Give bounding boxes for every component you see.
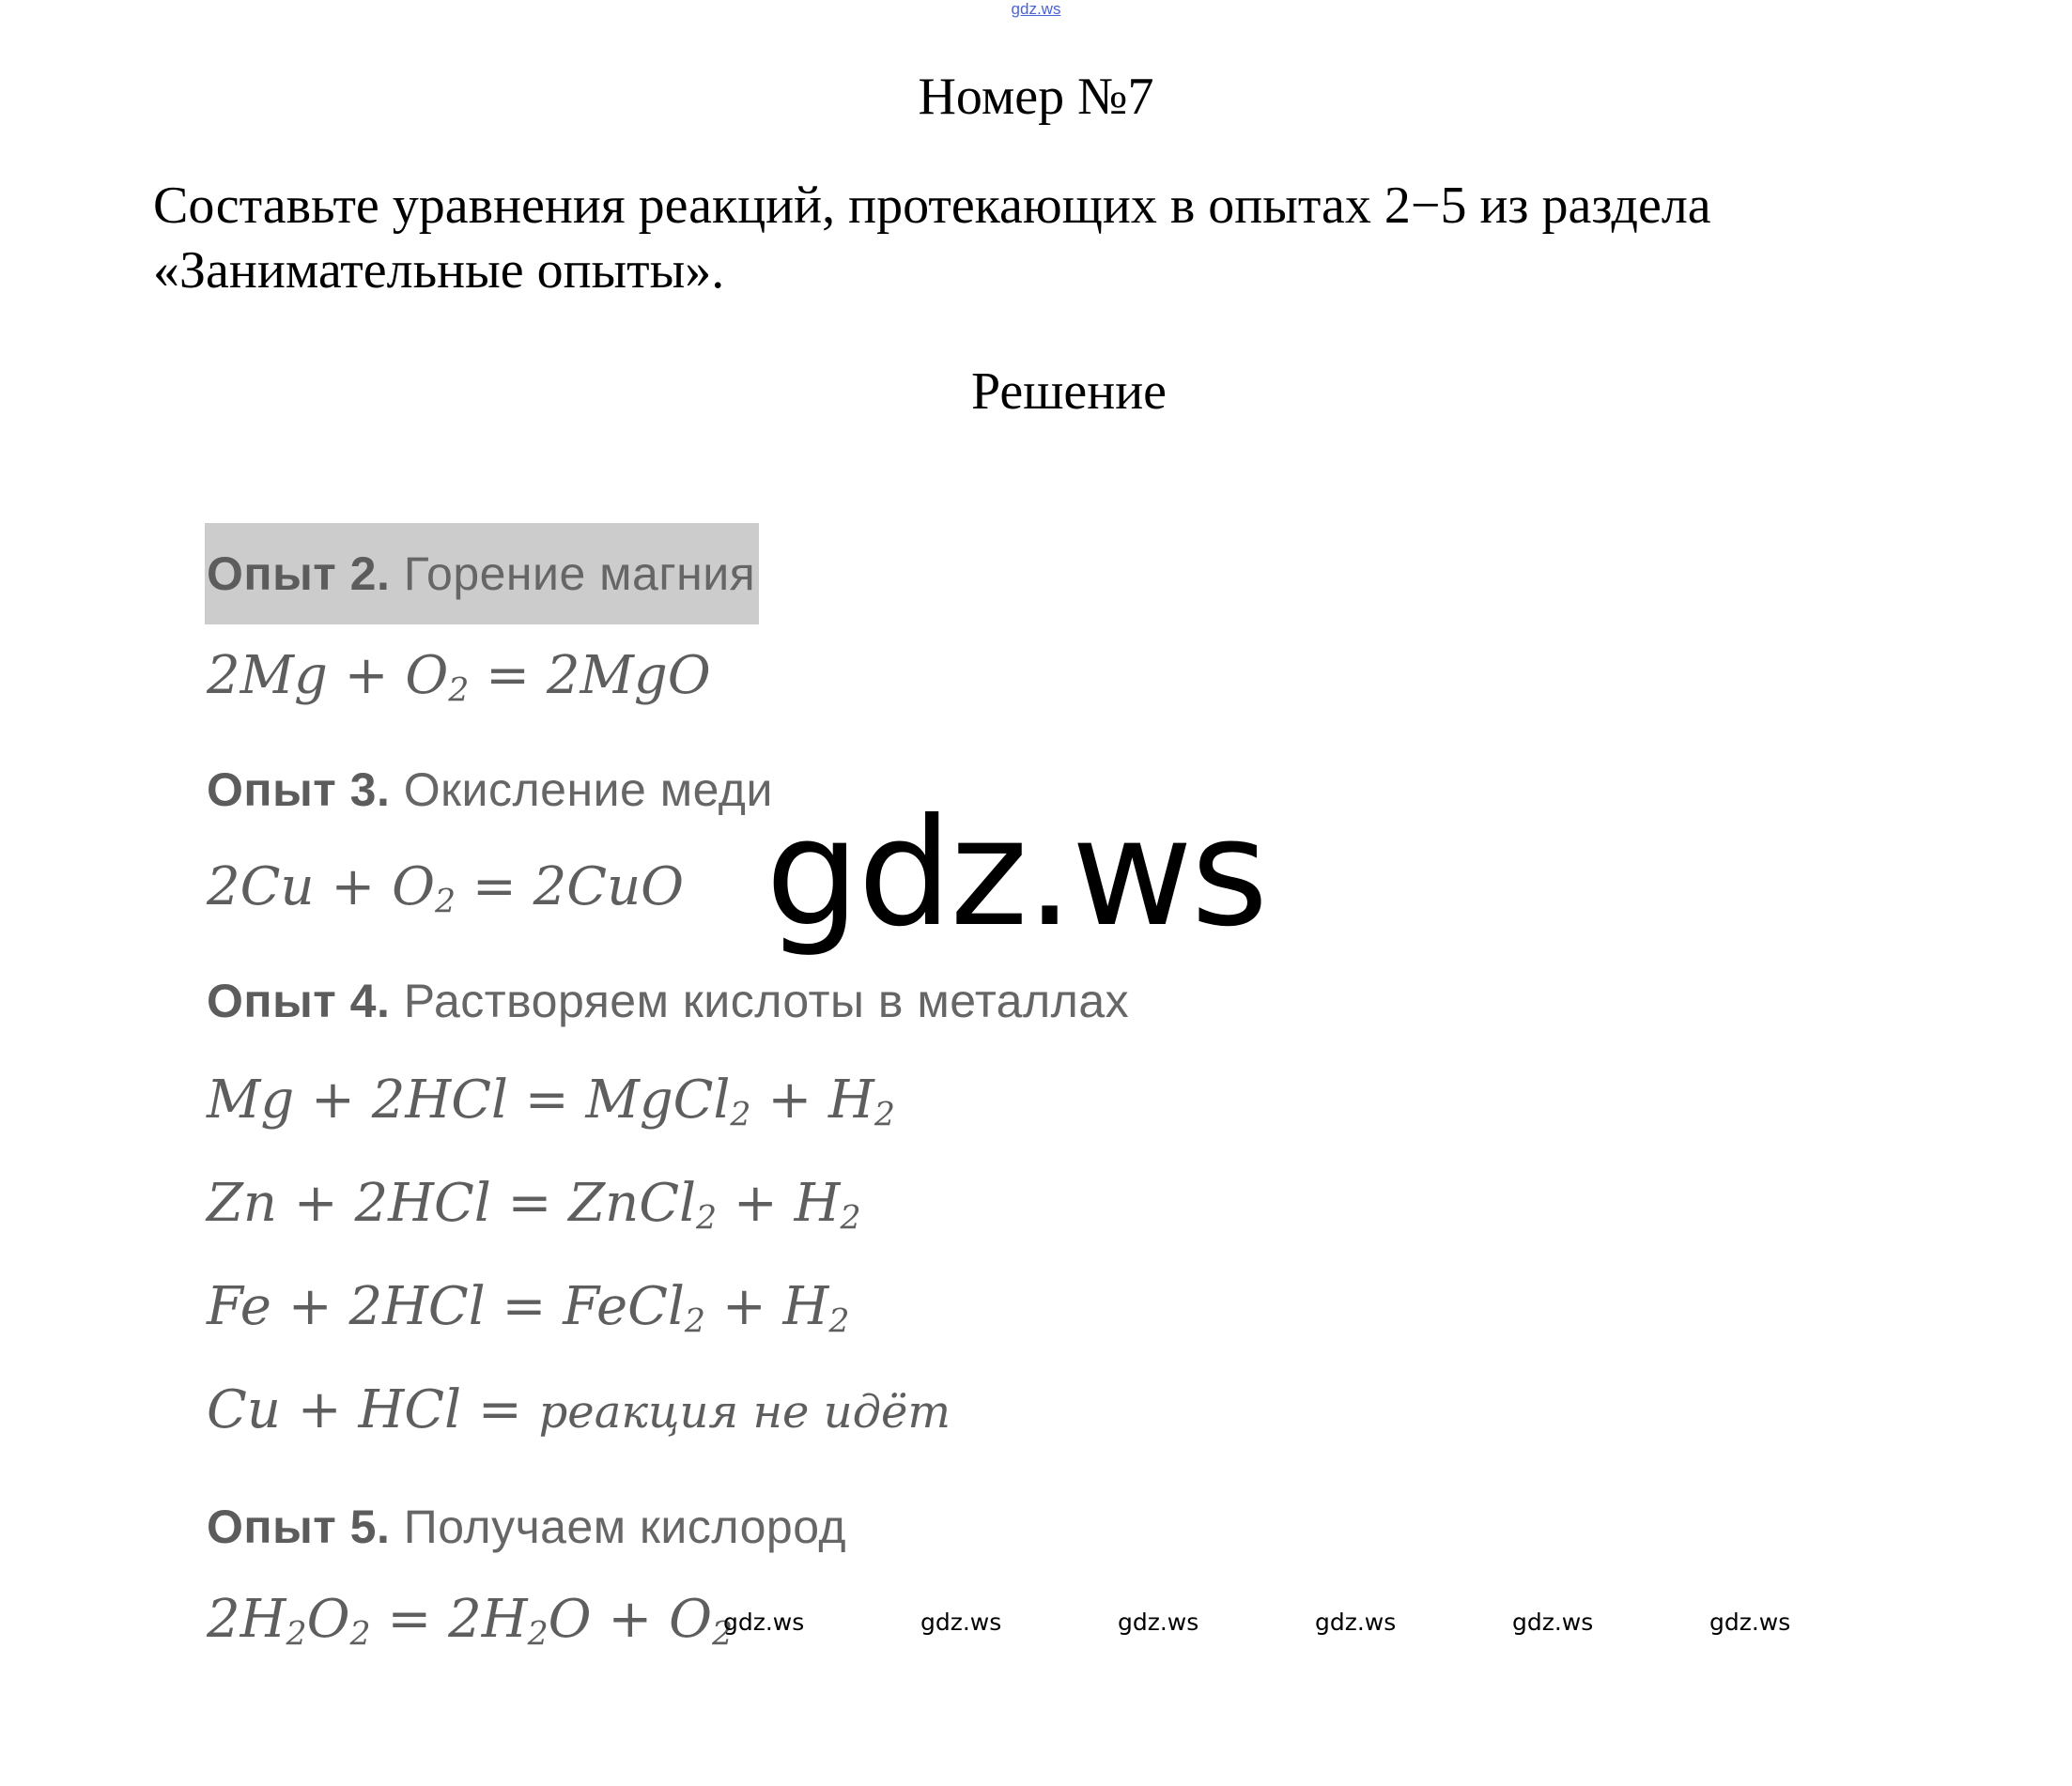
task-line-1: Составьте уравнения реакций, протекающих в опытах 2−5 из раздела — [153, 177, 1711, 235]
watermark-small: gdz.ws — [1709, 1609, 1791, 1636]
equation-cu-o2: $2Cu + O_2 = 2CuO$ — [207, 856, 685, 921]
watermark-small: gdz.ws — [1118, 1609, 1199, 1636]
watermark-small: gdz.ws — [1315, 1609, 1397, 1636]
experiment-label: Опыт 3. — [207, 763, 391, 816]
solution-heading: Решение — [970, 362, 1167, 421]
watermark-small: gdz.ws — [1512, 1609, 1594, 1636]
experiment-2-heading — [207, 545, 759, 603]
experiment-name: Получаем кислород — [403, 1501, 847, 1553]
experiment-name: Горение магния — [403, 547, 756, 600]
task-text — [153, 174, 1938, 303]
experiment-2-highlight — [205, 523, 759, 624]
equation-h2o2: $2H_2O_2 = 2H_2O + O_2$ — [207, 1589, 734, 1654]
watermark-large: gdz.ws — [765, 787, 1267, 960]
task-line-2: «Занимательные опыты». — [153, 241, 725, 300]
equation-mg-hcl: Mg + 2HCl = MgCl$_2$ + $H_2$ — [207, 1070, 895, 1134]
page-title: Номер №7 — [918, 68, 1154, 126]
equation-mg-o2: $2Mg + O_2 = 2MgO$ — [207, 645, 711, 710]
experiment-label: Опыт 2. — [207, 547, 391, 600]
equation-cu-hcl: Cu + HCl = реакция не идёт — [207, 1379, 951, 1440]
equation-zn-hcl: Zn + 2HCl = ZnCl$_2$ + $H_2$ — [207, 1173, 861, 1238]
experiment-4-heading — [207, 972, 1129, 1030]
experiment-name: Растворяем кислоты в металлах — [403, 975, 1130, 1027]
watermark-small: gdz.ws — [920, 1609, 1002, 1636]
equation-fe-hcl: Fe + 2HCl = FeCl$_2$ + $H_2$ — [207, 1276, 850, 1341]
site-link[interactable]: gdz.ws — [1011, 0, 1061, 18]
watermark-row — [0, 1609, 2072, 1646]
experiment-label: Опыт 4. — [207, 975, 391, 1027]
experiment-3-heading — [207, 761, 773, 819]
experiment-5-heading — [207, 1498, 846, 1556]
experiment-name: Окисление меди — [403, 763, 773, 816]
watermark-small: gdz.ws — [723, 1609, 805, 1636]
experiment-label: Опыт 5. — [207, 1501, 391, 1553]
